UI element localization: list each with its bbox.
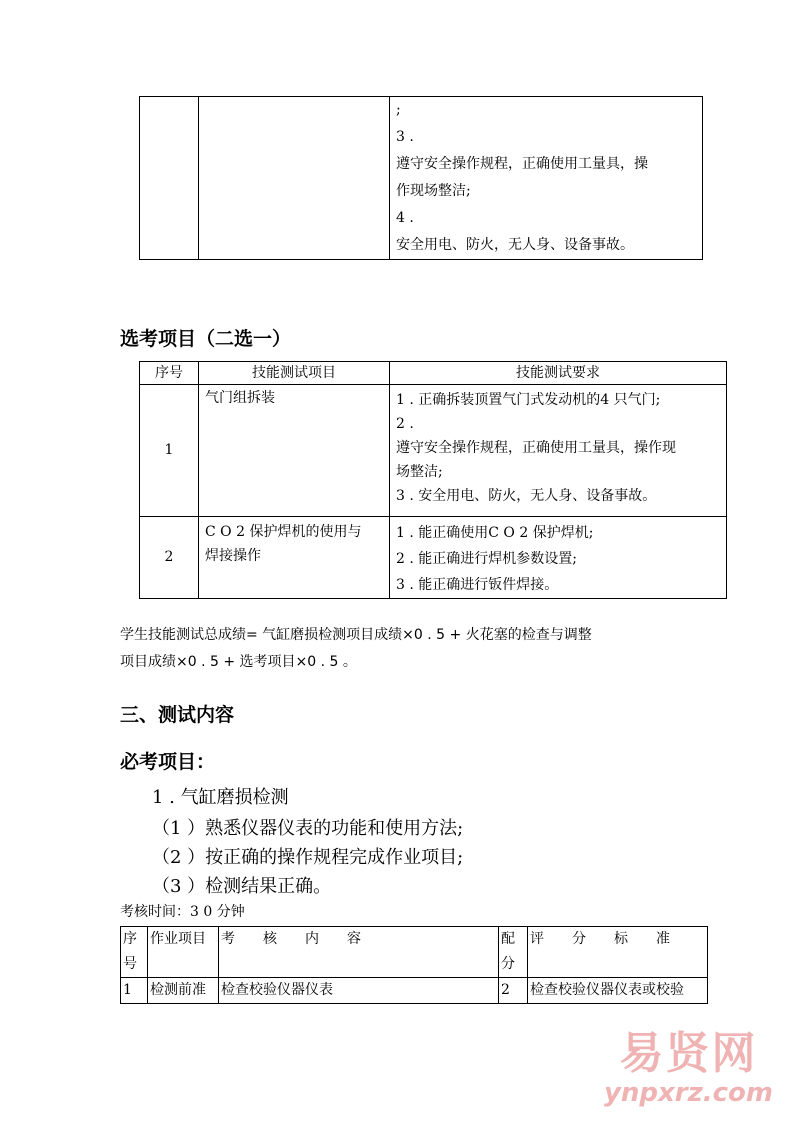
continued-table-cell-item xyxy=(199,97,390,260)
row-num: 2 xyxy=(140,517,199,599)
item1-points xyxy=(152,814,463,901)
continued-table-cell-num xyxy=(140,97,199,260)
table-header-row xyxy=(121,927,708,978)
watermark-en: ynpxrz.com xyxy=(603,1078,773,1108)
continued-table xyxy=(139,96,703,260)
row-item xyxy=(199,517,390,599)
score-formula xyxy=(120,622,592,676)
req-line: 遵守安全操作规程，正确使用工量具，操作现 xyxy=(396,440,676,456)
req-line: ; xyxy=(396,102,401,118)
table-row xyxy=(121,978,708,1004)
req-line: 3 . 能正确进行钣件焊接。 xyxy=(396,577,559,593)
row-req xyxy=(390,385,727,517)
row-item: 检测前准 xyxy=(148,978,219,1004)
req-line: 场整洁; xyxy=(396,464,443,480)
req-line: 1 . 正确拆装顶置气门式发动机的4 只气门; xyxy=(396,392,661,408)
header-num-line: 号 xyxy=(123,956,137,972)
row-content: 检查校验仪器仪表 xyxy=(219,978,499,1004)
item-line: 焊接操作 xyxy=(205,548,261,564)
req-line: 1 . 能正确使用C O 2 保护焊机; xyxy=(396,525,594,541)
row-num: 1 xyxy=(140,385,199,517)
formula-line: 项目成绩×0 . 5 + 选考项目×0 . 5 。 xyxy=(120,654,357,670)
header-num xyxy=(121,927,148,978)
header-item: 作业项目 xyxy=(148,927,219,978)
req-line: 遵守安全操作规程，正确使用工量具，操 xyxy=(396,156,648,172)
continued-table-cell-req xyxy=(390,97,703,260)
row-req xyxy=(390,517,727,599)
point-line: （1 ）熟悉仪器仪表的功能和使用方法; xyxy=(152,818,464,839)
header-content: 考 核 内 容 xyxy=(219,927,499,978)
table-header-row xyxy=(140,362,727,385)
req-line: 2 . xyxy=(396,416,414,432)
watermark-cn: 易贤网 xyxy=(619,1028,758,1079)
req-line: 2 . 能正确进行焊机参数设置; xyxy=(396,551,577,567)
exam-time: 考核时间：3 0 分钟 xyxy=(120,904,245,920)
req-line: 作现场整洁; xyxy=(396,183,471,199)
req-line: 3 . 安全用电、防火，无人身、设备事故。 xyxy=(396,488,657,504)
item1-title: 1 . 气缸磨损检测 xyxy=(152,787,289,808)
header-num: 序号 xyxy=(140,362,199,385)
header-req: 技能测试要求 xyxy=(390,362,727,385)
header-criteria: 评 分 标 准 xyxy=(528,927,708,978)
req-line: 3 . xyxy=(396,129,414,145)
formula-line: 学生技能测试总成绩= 气缸磨损检测项目成绩×0 . 5 + 火花塞的检查与调整 xyxy=(120,627,592,643)
scoring-table xyxy=(120,926,708,1004)
header-item: 技能测试项目 xyxy=(199,362,390,385)
table-row xyxy=(140,517,727,599)
header-score-line: 分 xyxy=(501,956,515,972)
header-score-line: 配 xyxy=(501,931,515,947)
row-score: 2 xyxy=(499,978,528,1004)
req-line: 安全用电、防火，无人身、设备事故。 xyxy=(396,237,634,253)
point-line: （3 ）检测结果正确。 xyxy=(152,876,332,897)
row-criteria: 检查校验仪器仪表或校验 xyxy=(528,978,708,1004)
row-num: 1 xyxy=(121,978,148,1004)
watermark-logo xyxy=(604,1030,773,1108)
optional-items-table xyxy=(139,361,727,599)
row-item: 气门组拆装 xyxy=(199,385,390,517)
header-score xyxy=(499,927,528,978)
table-row xyxy=(140,385,727,517)
item-line: C O 2 保护焊机的使用与 xyxy=(205,524,362,540)
req-line: 4 . xyxy=(396,210,414,226)
required-items-title: 必考项目： xyxy=(120,751,216,773)
optional-section-title: 选考项目（二选一） xyxy=(120,328,292,350)
point-line: （2 ）按正确的操作规程完成作业项目; xyxy=(152,847,464,868)
header-num-line: 序 xyxy=(123,931,137,947)
section3-title: 三、测试内容 xyxy=(120,704,235,726)
